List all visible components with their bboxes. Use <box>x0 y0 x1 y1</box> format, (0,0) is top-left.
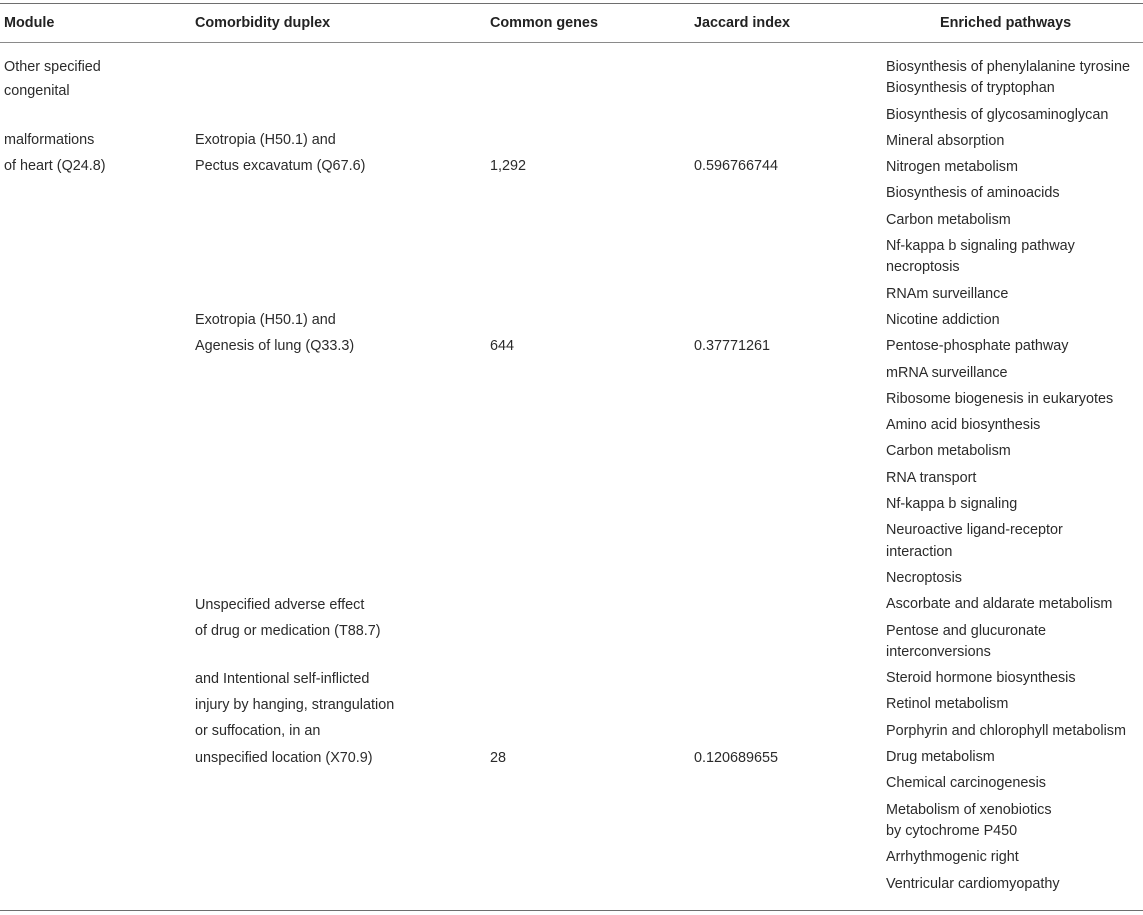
row3-jaccard-index: 0.120689655 <box>694 750 779 766</box>
pathway-item: Nf-kappa b signaling <box>886 496 1018 513</box>
row1-duplex-line: Pectus excavatum (Q67.6) <box>195 158 366 174</box>
pathway-item: Pentose and glucuronate <box>886 622 1047 639</box>
pathway-item: Drug metabolism <box>886 749 995 766</box>
row2-common-genes: 644 <box>490 338 515 354</box>
table-bottom-rule <box>0 910 1143 911</box>
row3-duplex-line: Unspecified adverse effect <box>195 597 365 613</box>
row2-duplex-line: Exotropia (H50.1) and <box>195 312 336 328</box>
header-rule <box>0 42 1143 43</box>
pathway-item: necroptosis <box>886 259 960 276</box>
pathway-item: Biosynthesis of glycosaminoglycan <box>886 106 1109 123</box>
module-text-line: of heart (Q24.8) <box>4 158 106 174</box>
pathway-item: Neuroactive ligand-receptor <box>886 522 1063 539</box>
row1-common-genes: 1,292 <box>490 158 527 174</box>
pathway-item: Pentose-phosphate pathway <box>886 338 1069 355</box>
pathway-item: Nf-kappa b signaling pathway <box>886 238 1075 255</box>
pathway-item: Nitrogen metabolism <box>886 159 1018 176</box>
pathway-item: Amino acid biosynthesis <box>886 417 1041 434</box>
pathway-item: Arrhythmogenic right <box>886 849 1019 866</box>
enriched-pathways-list <box>886 56 1130 899</box>
pathway-item: Chemical carcinogenesis <box>886 775 1046 792</box>
module-text-line: congenital <box>4 83 70 99</box>
pathway-item: Nicotine addiction <box>886 311 1000 328</box>
pathway-item: Retinol metabolism <box>886 696 1009 713</box>
header-module: Module <box>4 15 55 31</box>
header-jaccard-index: Jaccard index <box>694 15 790 31</box>
pathway-item: Biosynthesis of phenylalanine tyrosine <box>886 59 1130 75</box>
module-text-line: malformations <box>4 132 95 148</box>
table-top-rule <box>0 3 1143 4</box>
pathway-item: Mineral absorption <box>886 132 1005 149</box>
pathway-item: RNAm surveillance <box>886 285 1009 302</box>
pathway-item: Carbon metabolism <box>886 443 1011 460</box>
pathway-item: by cytochrome P450 <box>886 822 1018 839</box>
pathway-item: interaction <box>886 543 953 560</box>
header-enriched-pathways: Enriched pathways <box>940 15 1072 31</box>
row3-duplex-line: and Intentional self-inflicted <box>195 671 370 687</box>
row3-common-genes: 28 <box>490 750 507 766</box>
pathway-item: mRNA surveillance <box>886 364 1008 381</box>
row1-duplex-line: Exotropia (H50.1) and <box>195 132 336 148</box>
pathway-item: RNA transport <box>886 469 977 486</box>
row3-duplex-line: unspecified location (X70.9) <box>195 750 373 766</box>
pathway-item: Biosynthesis of tryptophan <box>886 80 1055 97</box>
header-comorbidity-duplex: Comorbidity duplex <box>195 15 331 31</box>
pathway-item: Carbon metabolism <box>886 211 1011 228</box>
row3-duplex-line: or suffocation, in an <box>195 723 321 739</box>
row1-jaccard-index: 0.596766744 <box>694 158 779 174</box>
row2-duplex-line: Agenesis of lung (Q33.3) <box>195 338 355 354</box>
pathway-item: Ascorbate and aldarate metabolism <box>886 596 1113 613</box>
pathway-item: Biosynthesis of aminoacids <box>886 185 1060 202</box>
row3-duplex-line: injury by hanging, strangulation <box>195 697 395 713</box>
pathway-item: Ribosome biogenesis in eukaryotes <box>886 390 1114 407</box>
row2-jaccard-index: 0.37771261 <box>694 338 771 354</box>
module-text-line: Other specified <box>4 59 101 75</box>
pathway-item: Metabolism of xenobiotics <box>886 801 1052 818</box>
header-common-genes: Common genes <box>490 15 598 31</box>
pathway-item: interconversions <box>886 643 991 660</box>
pathway-item: Ventricular cardiomyopathy <box>886 875 1060 892</box>
pathway-item: Steroid hormone biosynthesis <box>886 670 1076 687</box>
pathway-item: Porphyrin and chlorophyll metabolism <box>886 722 1126 739</box>
row3-duplex-line: of drug or medication (T88.7) <box>195 623 381 639</box>
pathway-item: Necroptosis <box>886 569 962 586</box>
